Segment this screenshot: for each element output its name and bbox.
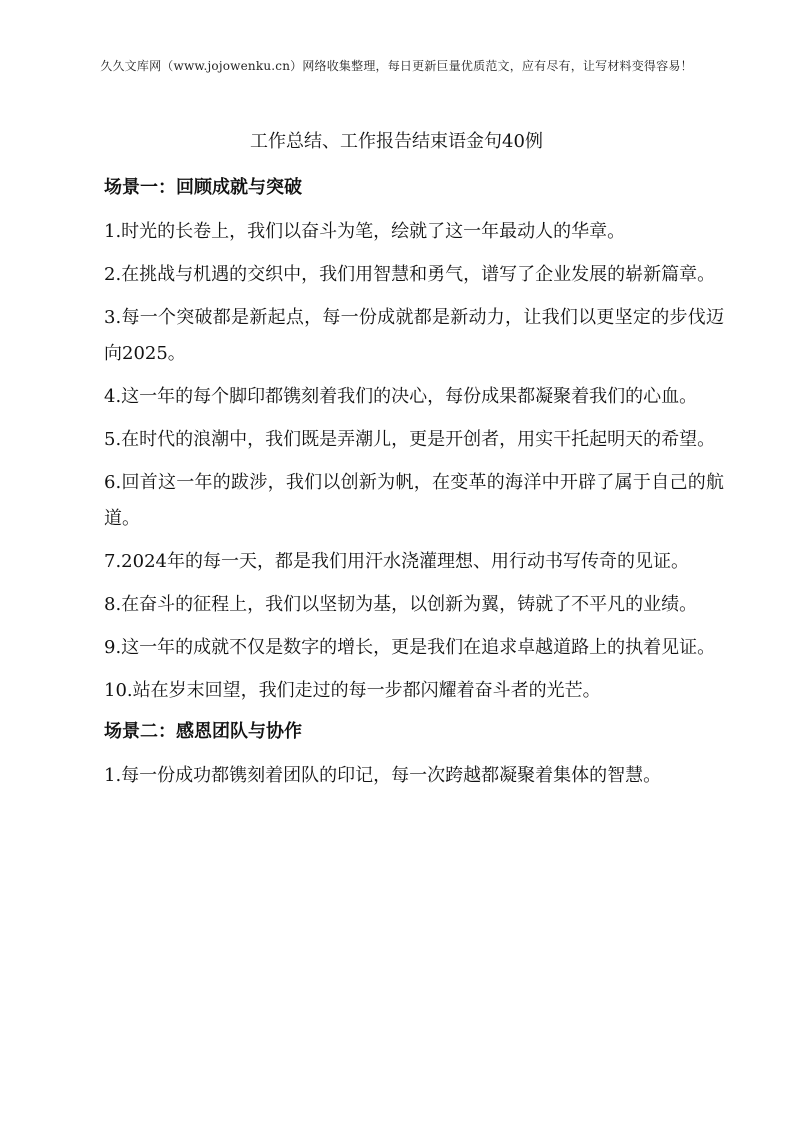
list-item: 7.2024年的每一天，都是我们用汗水浇灌理想、用行动书写传奇的见证。: [104, 551, 689, 572]
list-item: 2.在挑战与机遇的交织中，我们用智慧和勇气，谱写了企业发展的崭新篇章。: [104, 264, 716, 285]
document-body: [104, 172, 724, 801]
list-item: 8.在奋斗的征程上，我们以坚韧为基，以创新为翼，铸就了不平凡的业绩。: [104, 594, 698, 615]
section-heading: 场景二：感恩团队与协作: [104, 721, 302, 742]
list-item: 4.这一年的每个脚印都镌刻着我们的决心，每份成果都凝聚着我们的心血。: [104, 386, 698, 407]
document-title: 工作总结、工作报告结束语金句40例: [250, 131, 543, 152]
list-item: 10.站在岁末回望，我们走过的每一步都闪耀着奋斗者的光芒。: [104, 680, 601, 701]
list-item: 1.每一份成功都镌刻着团队的印记，每一次跨越都凝聚着集体的智慧。: [104, 765, 662, 786]
list-item: 3.每一个突破都是新起点，每一份成就都是新动力，让我们以更坚定的步伐迈向2025。: [104, 307, 724, 364]
section-1: [104, 172, 724, 709]
list-item: 1.时光的长卷上，我们以奋斗为笔，绘就了这一年最动人的华章。: [104, 221, 626, 242]
list-item: 6.回首这一年的跋涉，我们以创新为帆，在变革的海洋中开辟了属于自己的航道。: [104, 472, 724, 529]
list-item: 5.在时代的浪潮中，我们既是弄潮儿，更是开创者，用实干托起明天的希望。: [104, 429, 716, 450]
section-heading: 场景一：回顾成就与突破: [104, 177, 302, 198]
header-note: 久久文库网（www.jojowenku.cn）网络收集整理，每日更新巨量优质范文，应有尽有，让写材料变得容易！: [100, 59, 693, 73]
section-2: [104, 716, 724, 794]
list-item: 9.这一年的成就不仅是数字的增长，更是我们在追求卓越道路上的执着见证。: [104, 637, 716, 658]
